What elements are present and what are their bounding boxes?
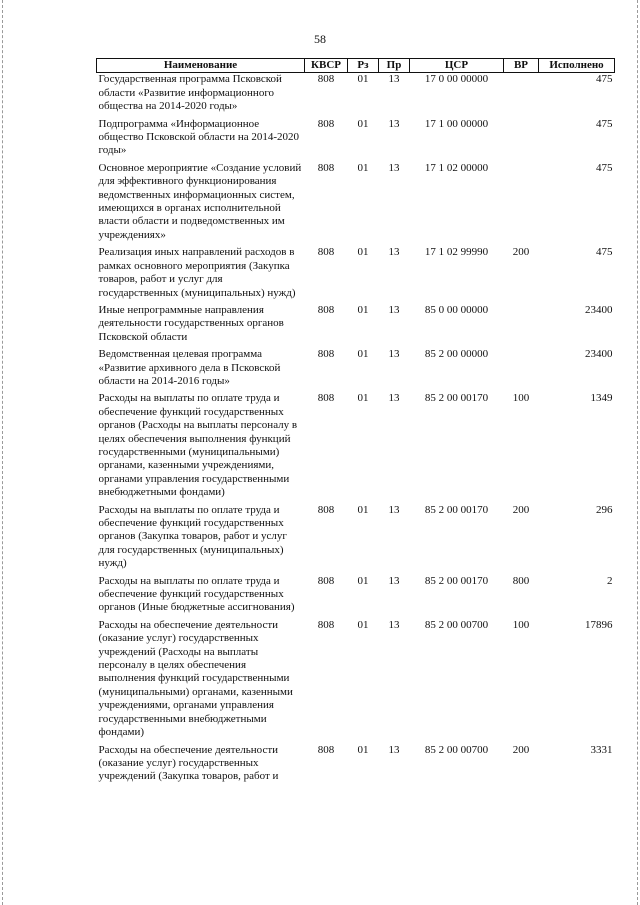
cell-kvsr: 808 [317,303,335,316]
cell-name: Реализация иных направлений расходов в рамках основного мероприятия (Закупка товаров, работ и услуг для государственных (муниципальных) нужд) [98,246,296,299]
cell-csr: 85 2 00 00170 [424,392,489,405]
cell-rz: 01 [357,246,369,259]
cell-done: 475 [596,73,613,86]
cell-kvsr: 808 [317,503,335,516]
cell-csr: 85 2 00 00170 [424,503,489,516]
cell-vr: 200 [512,743,530,756]
cell-rz: 01 [357,392,369,405]
cell-done: 475 [596,246,613,259]
cell-pr: 13 [388,743,400,756]
cell-rz: 01 [357,618,369,631]
cell-done: 23400 [585,303,613,316]
cell-csr: 17 1 02 00000 [424,161,489,174]
cell-done: 2 [607,574,613,587]
cell-kvsr: 808 [317,117,335,130]
table-row [97,118,615,162]
cell-pr: 13 [388,246,400,259]
cell-done: 1349 [590,392,613,405]
cell-vr [504,348,539,392]
header-rz: Рз [348,59,379,73]
cell-kvsr: 808 [317,246,335,259]
cell-pr: 13 [388,117,400,130]
cell-rz: 01 [357,574,369,587]
cell-kvsr: 808 [317,743,335,756]
table-row [97,162,615,246]
cell-rz: 01 [357,73,369,86]
cell-pr: 13 [388,161,400,174]
cell-kvsr: 808 [317,618,335,631]
cell-vr [504,304,539,348]
table-row [97,504,615,575]
cell-name: Государственная программа Псковской области «Развитие информационного общества на 2014-2020 годы» [98,73,282,113]
cell-name: Расходы на обеспечение деятельности (оказание услуг) государственных учреждений (Расходы на выплаты персоналу в целях обеспечения выполнения функций государственными (муниципальными) органами, казенными учреждениями, органами управления государственными внебюджетными фондами) [98,618,293,739]
table-row [97,348,615,392]
cell-name: Ведомственная целевая программа «Развитие архивного дела в Псковской области на 2014-2016 годы» [98,348,281,387]
cell-csr: 85 2 00 00700 [424,743,489,756]
header-vr: ВР [504,59,539,73]
cell-name: Иные непрограммные направления деятельности государственных органов Псковской области [98,303,284,343]
cell-pr: 13 [388,348,400,361]
cell-pr: 13 [388,574,400,587]
cell-csr: 17 1 02 99990 [424,246,489,259]
cell-vr [504,118,539,162]
cell-name: Расходы на обеспечение деятельности (оказание услуг) государственных учреждений (Закупка товаров, работ и [98,743,279,783]
table-row [97,744,615,788]
header-name: Наименование [97,59,305,73]
cell-rz: 01 [357,303,369,316]
cell-pr: 13 [388,618,400,631]
table-row [97,619,615,744]
cell-rz: 01 [357,161,369,174]
cell-pr: 13 [388,73,400,86]
cell-pr: 13 [388,303,400,316]
scan-edge-right [637,0,638,905]
cell-vr: 100 [512,392,530,405]
cell-vr: 200 [512,503,530,516]
header-kvsr: КВСР [305,59,348,73]
table-header-row [97,59,615,73]
cell-csr: 17 1 00 00000 [424,117,489,130]
cell-done: 475 [596,117,613,130]
table-row [97,73,615,118]
cell-kvsr: 808 [317,73,335,86]
cell-rz: 01 [357,743,369,756]
cell-vr: 200 [512,246,530,259]
table-row [97,304,615,348]
cell-csr: 85 2 00 00700 [424,618,489,631]
header-csr: ЦСР [410,59,504,73]
cell-kvsr: 808 [317,348,335,361]
table-row [97,575,615,619]
cell-csr: 17 0 00 00000 [424,73,489,86]
cell-pr: 13 [388,392,400,405]
cell-done: 3331 [590,743,613,756]
cell-csr: 85 2 00 00000 [424,348,489,361]
cell-rz: 01 [357,117,369,130]
cell-done: 23400 [585,348,613,361]
cell-pr: 13 [388,503,400,516]
cell-done: 296 [596,503,613,516]
cell-kvsr: 808 [317,161,335,174]
cell-rz: 01 [357,348,369,361]
cell-csr: 85 2 00 00170 [424,574,489,587]
cell-name: Расходы на выплаты по оплате труда и обеспечение функций государственных органов (Закупка товаров, работ и услуг для государственных (муниципальных) нужд) [98,503,287,570]
page-number: 58 [314,32,326,46]
cell-rz: 01 [357,503,369,516]
cell-kvsr: 808 [317,574,335,587]
table-row [97,392,615,503]
header-done: Исполнено [539,59,615,73]
cell-name: Расходы на выплаты по оплате труда и обеспечение функций государственных органов (Иные бюджетные ассигнования) [98,574,295,614]
cell-name: Подпрограмма «Информационное общество Псковской области на 2014-2020 годы» [98,117,300,157]
table-row [97,246,615,304]
cell-vr [504,162,539,246]
cell-name: Основное мероприятие «Создание условий для эффективного функционирования ведомственных информационных систем, имеющихся в органах исполнительной власти области и подведомственных им учреждениях» [98,161,302,241]
cell-vr: 800 [512,574,530,587]
cell-csr: 85 0 00 00000 [424,303,489,316]
cell-done: 475 [596,161,613,174]
scan-edge-left [2,0,3,905]
header-pr: Пр [379,59,410,73]
cell-vr [504,73,539,118]
budget-table [96,58,615,788]
cell-name: Расходы на выплаты по оплате труда и обеспечение функций государственных органов (Расходы на выплаты персоналу в целях обеспечения выполнения функций государственными (муниципальными) органами, казенными учреждениями, органами управления государственными внебюджетными фондами) [98,392,298,499]
cell-done: 17896 [585,618,613,631]
cell-kvsr: 808 [317,392,335,405]
cell-vr: 100 [512,618,530,631]
